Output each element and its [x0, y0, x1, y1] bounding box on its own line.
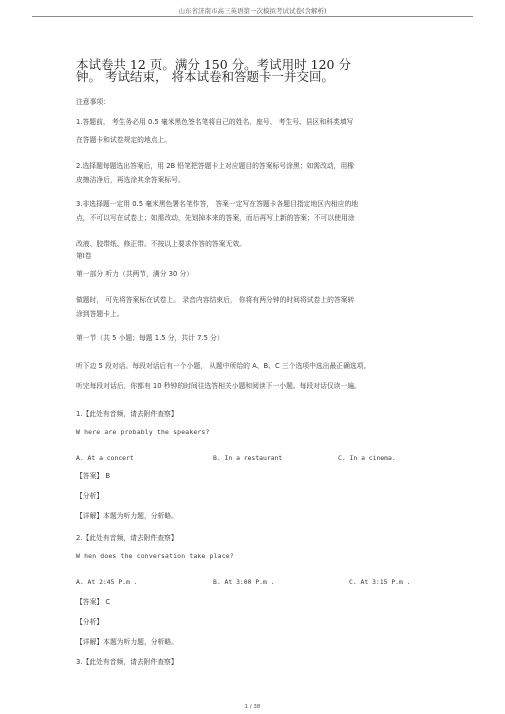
question-2-option-a: A. At 2:45 P.m . — [76, 578, 138, 586]
question-1-analysis: 【分析】 — [76, 492, 104, 500]
note-3-line-1: 3.非选择题一定用 0.5 毫米黑色署名笔作答， 答案一定写在答题卡各题目指定地区内相应的地 — [76, 200, 359, 208]
page-header-title: 山东省济南市高三英语第一次模拟考试试卷(含解析) — [178, 7, 327, 15]
section-1-heading: 第一节（共 5 小题；每题 1.5 分，共计 7.5 分） — [76, 334, 224, 342]
intro-line-2: 钟。 考试结束， 将本试卷和答题卡一并交回。 — [76, 69, 334, 84]
question-2-tag: 2.【此处有音频，请去附件查察】 — [76, 534, 178, 542]
page-number: 1 / 38 — [244, 704, 261, 710]
question-1-option-a: A. At a concert — [76, 454, 134, 462]
header-divider — [32, 16, 473, 17]
note-3-line-3: 改液、胶带纸、修正带。不按以上要求作答的答案无效。 — [76, 240, 246, 248]
question-1-tag: 1.【此处有音频，请去附件查察】 — [76, 410, 178, 418]
instruction-line-2: 涂到答题卡上。 — [76, 310, 124, 318]
note-3-line-2: 点，不可以写在试卷上；如需改动，先划掉本来的答案，而后再写上新的答案；不可以使用涂 — [76, 214, 355, 222]
question-2-option-c: C. At 3:15 P.m . — [349, 578, 411, 586]
question-1-stem: W here are probably the speakers? — [76, 428, 210, 436]
directions-line-2: 听完每段对话后，你都有 10 秒钟的时间往选答相关小题和阅读下一小题。每段对话仅读一遍。 — [76, 382, 361, 390]
question-2-option-b: B. At 3:00 P.m . — [213, 578, 275, 586]
instruction-line-1: 做题时， 可先将答案标在试卷上。 录音内容结束后， 你将有两分钟的时间将试卷上的答案转 — [76, 296, 355, 304]
question-3-tag: 3.【此处有音频，请去附件查察】 — [76, 658, 178, 666]
note-2-line-2: 皮擦洁净后，再选涂其余答案标号。 — [76, 176, 185, 184]
part-1-heading: 第一部分 听力（共两节，满分 30 分） — [76, 270, 194, 278]
question-1-detail: 【详解】本题为听力题，分析略。 — [76, 512, 178, 520]
note-1-line-1: 1.答题前， 考生务必用 0.5 毫米黑色签名笔将自己的姓名、座号、 考生号、县区和科类填写 — [76, 118, 354, 126]
question-2-detail: 【详解】本题为听力题，分析略。 — [76, 638, 178, 646]
question-2-stem: W hen does the conversation take place? — [76, 552, 234, 560]
note-1-line-2: 在答题卡和试卷规定的地点上。 — [76, 136, 172, 144]
notes-heading: 注意事项： — [76, 98, 110, 106]
question-2-answer: 【答案】 C — [76, 598, 111, 606]
volume-heading: 第Ⅰ卷 — [76, 252, 92, 260]
intro-line-1: 本试卷共 12 页。满分 150 分。考试用时 120 分 — [76, 57, 351, 72]
question-1-option-b: B. In a restaurant — [213, 454, 283, 462]
question-1-option-c: C. In a cinema. — [338, 454, 396, 462]
directions-line-1: 听下边 5 段对话。每段对话后有一个小题， 从题中所给的 A、B、C 三个选项中选出最正确选项。 — [76, 362, 371, 370]
note-2-line-1: 2.选择题每题选出答案后，用 2B 铅笔把答题卡上对应题目的答案标号涂黑；如需改动，用橡 — [76, 162, 355, 170]
question-1-answer: 【答案】 B — [76, 472, 111, 480]
question-2-analysis: 【分析】 — [76, 618, 104, 626]
